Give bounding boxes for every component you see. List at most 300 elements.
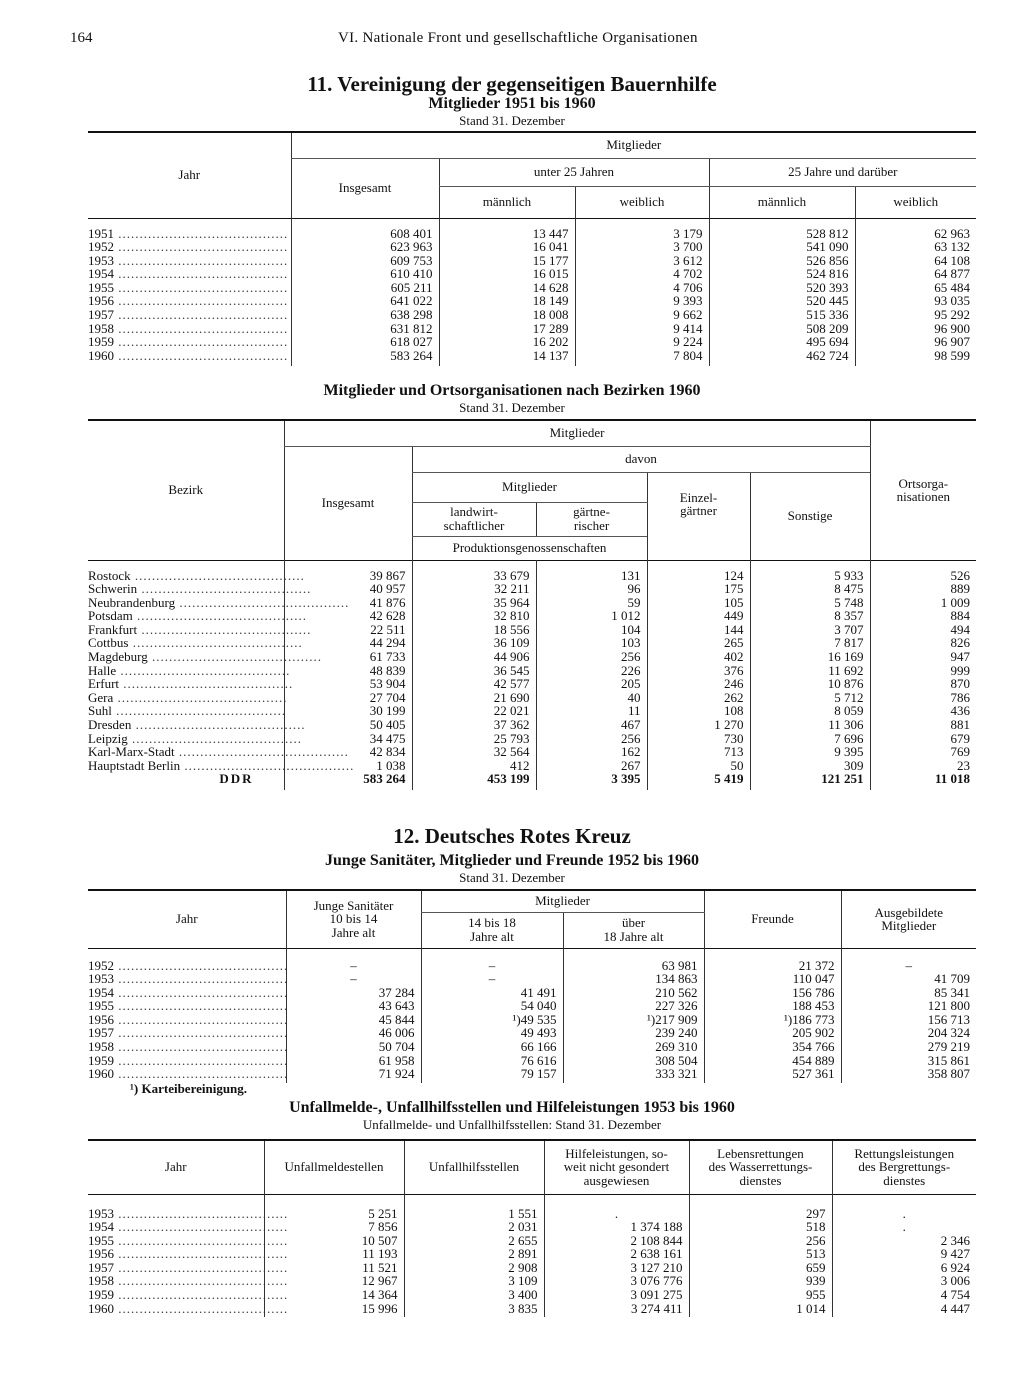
- cell-value: 15 996: [264, 1302, 404, 1318]
- row-label: [88, 1052, 289, 1068]
- cell-value: 508 209: [709, 322, 855, 336]
- leader-dots: ........................................: [114, 266, 289, 282]
- cell-value: 3 179: [575, 218, 709, 240]
- leader-dots: ........................................: [114, 225, 289, 241]
- row-label-text: Potsdam: [88, 608, 133, 624]
- leader-dots: ........................................: [137, 621, 312, 637]
- year-row: [88, 254, 976, 268]
- gaert-line1: gärtne-: [573, 504, 610, 520]
- cell-value: 1 551: [404, 1194, 544, 1220]
- cell-value: 18 556: [412, 623, 536, 637]
- leader-dots: ........................................: [114, 1052, 289, 1068]
- row-label: [88, 1194, 289, 1221]
- cell-value: 64 108: [855, 254, 976, 268]
- cell-value: 50: [647, 759, 750, 773]
- leader-dots: ........................................: [128, 635, 303, 651]
- leader-dots: ........................................: [127, 730, 302, 746]
- leader-dots: ........................................: [114, 334, 289, 350]
- cell-value: 1 014: [689, 1302, 832, 1318]
- cell-value: 14 137: [439, 349, 575, 367]
- table4-title: Unfallmelde-, Unfallhilfsstellen und Hilfeleistungen 1953 bis 1960: [289, 1099, 735, 1116]
- leader-dots: ........................................: [114, 971, 289, 987]
- js-line2: 10 bis 14: [329, 911, 378, 927]
- cell-value: 59: [536, 596, 647, 610]
- row-label: [88, 971, 289, 987]
- cell-value: 3 707: [750, 623, 870, 637]
- row-label: [88, 254, 291, 268]
- col-freunde: Freunde: [704, 890, 841, 948]
- cell-value: 50 704: [286, 1040, 421, 1054]
- cell-value: 18 008: [439, 308, 575, 322]
- leader-dots: ........................................: [114, 1300, 289, 1316]
- cell-value: 1 270: [647, 718, 750, 732]
- year-row: [88, 1234, 976, 1248]
- row-label: [88, 649, 322, 665]
- cell-value: 66 166: [421, 1040, 563, 1054]
- row-label-text: Cottbus: [88, 635, 129, 651]
- cell-value: 2 346: [832, 1234, 976, 1248]
- cell-value: 96 900: [855, 322, 976, 336]
- cell-value: 3 612: [575, 254, 709, 268]
- row-label: [88, 621, 312, 637]
- cell-value: 354 766: [704, 1040, 841, 1054]
- orts-line2: nisationen: [896, 489, 951, 505]
- row-label-text: 1958: [88, 1273, 114, 1289]
- district-row: [88, 560, 976, 582]
- cell-value: 104: [536, 623, 647, 637]
- leader-dots: ........................................: [111, 703, 287, 719]
- district-row: [88, 609, 976, 623]
- cell-value: 61 733: [284, 650, 412, 664]
- row-label: [88, 608, 308, 624]
- total-label: DDR: [219, 771, 254, 787]
- row-label: [88, 294, 291, 308]
- row-label-text: 1953: [88, 971, 114, 987]
- cell-value: 36 109: [412, 636, 536, 650]
- cell-value: 513: [689, 1247, 832, 1261]
- cell-value: 16 041: [439, 240, 575, 254]
- cell-value: 454 889: [704, 1054, 841, 1068]
- cell-value: 204 324: [841, 1026, 976, 1040]
- leader-dots: ........................................: [137, 581, 312, 597]
- col-jahr: Jahr: [164, 1159, 187, 1175]
- cell-value: 32 810: [412, 609, 536, 623]
- cell-value: 131: [536, 560, 647, 582]
- col-unter25: unter 25 Jahren: [439, 158, 709, 186]
- total-value: 3 395: [536, 772, 647, 790]
- cell-value: 110 047: [704, 972, 841, 986]
- ber-line1: Rettungsleistungen: [854, 1145, 955, 1161]
- table3-stand: Stand 31. Dezember: [459, 870, 565, 885]
- row-label: [88, 349, 291, 367]
- col-mitglieder: Mitglieder: [291, 132, 976, 158]
- cell-value: 5 251: [264, 1194, 404, 1220]
- col-jahr: Jahr: [178, 167, 201, 183]
- landw-line1: landwirt-: [450, 504, 498, 520]
- cell-value: ¹)49 535: [421, 1013, 563, 1027]
- row-label: [88, 560, 305, 583]
- row-label-text: 1954: [88, 1219, 114, 1235]
- cell-value: 53 904: [284, 677, 412, 691]
- cell-value: 18 149: [439, 294, 575, 308]
- col-w2: weiblich: [855, 186, 976, 218]
- js-line1: Junge Sanitäter: [313, 897, 394, 913]
- cell-value: 947: [870, 650, 976, 664]
- cell-value: 889: [870, 582, 976, 596]
- cell-value: 33 679: [412, 560, 536, 582]
- cell-value: 9 427: [832, 1247, 976, 1261]
- cell-value: 494: [870, 623, 976, 637]
- row-label-text: Halle: [88, 662, 117, 678]
- cell-value: 144: [647, 623, 750, 637]
- row-label: [88, 1011, 289, 1027]
- leb-line1: Lebensrettungen: [717, 1145, 804, 1161]
- cell-value: 309: [750, 759, 870, 773]
- cell-value: 730: [647, 732, 750, 746]
- cell-value: 95 292: [855, 308, 976, 322]
- cell-value: 376: [647, 664, 750, 678]
- cell-value: 2 891: [404, 1247, 544, 1261]
- row-label: [88, 1246, 289, 1262]
- ausg-line2: Mitglieder: [881, 918, 937, 934]
- cell-value: 4 702: [575, 267, 709, 281]
- total-value: 583 264: [284, 772, 412, 790]
- district-row: [88, 677, 976, 691]
- col-ab25: 25 Jahre und darüber: [709, 158, 976, 186]
- cell-value: 495 694: [709, 335, 855, 349]
- cell-value: 515 336: [709, 308, 855, 322]
- cell-value: 6 924: [832, 1261, 976, 1275]
- ber-line3: dienstes: [883, 1173, 926, 1189]
- leader-dots: ........................................: [147, 649, 322, 665]
- district-row: [88, 745, 976, 759]
- table3-title: Junge Sanitäter, Mitglieder und Freunde 1952 bis 1960: [325, 852, 699, 869]
- leader-dots: ........................................: [114, 1011, 289, 1027]
- cell-value: 583 264: [291, 349, 439, 367]
- cell-value: 44 906: [412, 650, 536, 664]
- row-label-text: 1955: [88, 1232, 114, 1248]
- table2-title: Mitglieder und Ortsorganisationen nach Bezirken 1960: [323, 382, 701, 399]
- einzel-line1: Einzel-: [679, 489, 718, 505]
- cell-value: 462 724: [709, 349, 855, 367]
- cell-value: 679: [870, 732, 976, 746]
- cell-value: 40: [536, 691, 647, 705]
- district-row: [88, 582, 976, 596]
- leb-line3: dienstes: [739, 1173, 782, 1189]
- total-value: 453 199: [412, 772, 536, 790]
- cell-value: 623 963: [291, 240, 439, 254]
- cell-value: 121 800: [841, 999, 976, 1013]
- total-value: 5 419: [647, 772, 750, 790]
- row-label: [88, 717, 306, 733]
- col-insgesamt: Insgesamt: [284, 446, 412, 560]
- year-row: [88, 1261, 976, 1275]
- row-label: [88, 335, 291, 349]
- cell-value: 45 844: [286, 1013, 421, 1027]
- cell-value: 3 076 776: [544, 1274, 689, 1288]
- cell-value: 22 511: [284, 623, 412, 637]
- leader-dots: ........................................: [114, 320, 289, 336]
- cell-value: 262: [647, 691, 750, 705]
- row-label: [88, 676, 294, 692]
- cell-value: 79 157: [421, 1067, 563, 1083]
- col-mitglieder: Mitglieder: [421, 890, 704, 912]
- cell-value: 23: [870, 759, 976, 773]
- col-ueber-18: [563, 912, 704, 948]
- cell-value: 12 967: [264, 1274, 404, 1288]
- leader-dots: ........................................: [175, 594, 350, 610]
- row-label: [88, 703, 287, 719]
- row-label: [88, 594, 350, 610]
- year-row: [88, 1247, 976, 1261]
- table1-body: [88, 218, 976, 366]
- cell-value: 62 963: [855, 218, 976, 240]
- page-header: [70, 30, 974, 52]
- row-label: [88, 662, 291, 678]
- cell-value: 32 211: [412, 582, 536, 596]
- landw-line2: schaftlicher: [443, 518, 505, 533]
- year-row: [88, 948, 976, 972]
- row-label-text: Dresden: [88, 717, 132, 733]
- year-row: [88, 322, 976, 336]
- table4-body: [88, 1194, 976, 1317]
- row-label-text: 1955: [88, 998, 114, 1014]
- col-w1: weiblich: [575, 186, 709, 218]
- leader-dots: ........................................: [114, 1287, 289, 1303]
- cell-value: 11 306: [750, 718, 870, 732]
- year-row: [88, 1013, 976, 1027]
- cell-value: 1 012: [536, 609, 647, 623]
- cell-value: 39 867: [284, 560, 412, 582]
- row-label: [88, 308, 291, 322]
- cell-value: 279 219: [841, 1040, 976, 1054]
- cell-value: 64 877: [855, 267, 976, 281]
- cell-value: 520 445: [709, 294, 855, 308]
- row-label: [88, 581, 312, 597]
- einzel-line2: gärtner: [680, 503, 717, 519]
- row-label-text: 1952: [88, 957, 114, 973]
- cell-value: 11 692: [750, 664, 870, 678]
- col-bergrettung: [832, 1140, 976, 1194]
- district-row: [88, 759, 976, 773]
- cell-value: 246: [647, 677, 750, 691]
- cell-value: ¹)217 909: [563, 1013, 704, 1027]
- row-label: [88, 948, 289, 973]
- cell-value: 42 577: [412, 677, 536, 691]
- cell-value: 3 091 275: [544, 1288, 689, 1302]
- leader-dots: ........................................: [114, 998, 289, 1014]
- cell-value: 826: [870, 636, 976, 650]
- cell-value: 4 447: [832, 1302, 976, 1318]
- leader-dots: ........................................: [114, 1205, 289, 1221]
- row-label: [88, 1273, 289, 1289]
- cell-value: 2 655: [404, 1234, 544, 1248]
- cell-value: 17 289: [439, 322, 575, 336]
- leader-dots: ........................................: [114, 307, 289, 323]
- cell-value: 36 545: [412, 664, 536, 678]
- cell-value: 65 484: [855, 281, 976, 295]
- leader-dots: ........................................: [114, 1246, 289, 1262]
- leader-dots: ........................................: [119, 676, 294, 692]
- cell-value: 63 981: [563, 948, 704, 972]
- row-label-text: Suhl: [88, 703, 112, 719]
- cell-value: 108: [647, 704, 750, 718]
- row-label-text: Rostock: [88, 567, 131, 583]
- row-label-text: Neubrandenburg: [88, 594, 176, 610]
- cell-value: 42 834: [284, 745, 412, 759]
- year-row: [88, 1288, 976, 1302]
- col-einzel-empty: [647, 536, 750, 560]
- cell-value: –: [286, 972, 421, 986]
- col-junge-sanitaeter: [286, 890, 421, 948]
- cell-value: 134 863: [563, 972, 704, 986]
- cell-value: 2 108 844: [544, 1234, 689, 1248]
- leader-dots: ........................................: [116, 662, 291, 678]
- table1-stand: Stand 31. Dezember: [459, 113, 565, 128]
- leader-dots: ........................................: [114, 1259, 289, 1275]
- row-label: [88, 322, 291, 336]
- cell-value: 870: [870, 677, 976, 691]
- cell-value: 3 274 411: [544, 1302, 689, 1318]
- table-districts-1960: [88, 419, 976, 790]
- table2-body: [88, 560, 976, 790]
- row-label-text: 1959: [88, 334, 114, 350]
- cell-value: .: [832, 1194, 976, 1220]
- year-row: [88, 972, 976, 986]
- row-label: [88, 984, 289, 1000]
- cell-value: 520 393: [709, 281, 855, 295]
- cell-value: 541 090: [709, 240, 855, 254]
- cell-value: ¹)186 773: [704, 1013, 841, 1027]
- hilf-line3: ausgewiesen: [583, 1173, 650, 1189]
- cell-value: 297: [689, 1194, 832, 1220]
- cell-value: 14 364: [264, 1288, 404, 1302]
- m1418-line2: Jahre alt: [470, 929, 514, 944]
- cell-value: 526: [870, 560, 976, 582]
- cell-value: 402: [647, 650, 750, 664]
- cell-value: 16 202: [439, 335, 575, 349]
- col-m2: männlich: [709, 186, 855, 218]
- row-label: [88, 218, 291, 240]
- cell-value: 25 793: [412, 732, 536, 746]
- cell-value: 641 022: [291, 294, 439, 308]
- district-row: [88, 732, 976, 746]
- cell-value: 256: [536, 732, 647, 746]
- section-11-title: 11. Vereinigung der gegenseitigen Bauernhilfe: [307, 72, 717, 96]
- cell-value: 524 816: [709, 267, 855, 281]
- cell-value: 1 374 188: [544, 1220, 689, 1234]
- row-label: [88, 744, 349, 760]
- table2-stand: Stand 31. Dezember: [459, 400, 565, 415]
- m18-line1: über: [621, 915, 646, 931]
- cell-value: 3 700: [575, 240, 709, 254]
- cell-value: 54 040: [421, 999, 563, 1013]
- row-label-text: 1956: [88, 1011, 114, 1027]
- cell-value: 63 132: [855, 240, 976, 254]
- row-label-text: 1957: [88, 307, 114, 323]
- col-gaertnerisch: [536, 502, 647, 536]
- leader-dots: ........................................: [114, 984, 289, 1000]
- col-hilfeleistungen: [544, 1140, 689, 1194]
- row-label-text: 1953: [88, 1205, 114, 1221]
- m18-line2: 18 Jahre alt: [603, 929, 664, 944]
- leader-dots: ........................................: [130, 567, 305, 583]
- row-label-text: 1956: [88, 1246, 114, 1262]
- col-davon: davon: [412, 446, 870, 472]
- cell-value: 7 817: [750, 636, 870, 650]
- row-label-text: 1959: [88, 1052, 114, 1068]
- row-label-text: 1954: [88, 984, 114, 1000]
- year-row: [88, 1040, 976, 1054]
- leader-dots: ........................................: [114, 1025, 289, 1041]
- cell-value: 526 856: [709, 254, 855, 268]
- cell-value: 46 006: [286, 1026, 421, 1040]
- row-label-text: Schwerin: [88, 581, 138, 597]
- row-label: [88, 281, 291, 295]
- cell-value: 9 224: [575, 335, 709, 349]
- cell-value: 7 804: [575, 349, 709, 367]
- footnote-karteibereinigung: ¹) Karteibereinigung.: [130, 1081, 248, 1096]
- leader-dots: ........................................: [114, 347, 289, 363]
- leader-dots: ........................................: [131, 717, 306, 733]
- cell-value: 61 958: [286, 1054, 421, 1068]
- cell-value: 659: [689, 1261, 832, 1275]
- cell-value: 30 199: [284, 704, 412, 718]
- year-row: [88, 335, 976, 349]
- cell-value: 269 310: [563, 1040, 704, 1054]
- cell-value: 41 876: [284, 596, 412, 610]
- row-label-text: 1955: [88, 279, 114, 295]
- cell-value: 10 507: [264, 1234, 404, 1248]
- cell-value: 9 395: [750, 745, 870, 759]
- leader-dots: ........................................: [114, 957, 289, 973]
- cell-value: 256: [689, 1234, 832, 1248]
- cell-value: 42 628: [284, 609, 412, 623]
- col-unfallhilfsstellen: Unfallhilfsstellen: [404, 1140, 544, 1194]
- cell-value: 769: [870, 745, 976, 759]
- cell-value: 13 447: [439, 218, 575, 240]
- table4-stand: Unfallmelde- und Unfallhilfsstellen: Stand 31. Dezember: [362, 1117, 662, 1132]
- col-14-18: [421, 912, 563, 948]
- row-label: [88, 267, 291, 281]
- cell-value: 3 835: [404, 1302, 544, 1318]
- col-insgesamt: Insgesamt: [291, 158, 439, 218]
- district-row: [88, 636, 976, 650]
- cell-value: 2 908: [404, 1261, 544, 1275]
- cell-value: 8 357: [750, 609, 870, 623]
- cell-value: 467: [536, 718, 647, 732]
- cell-value: 35 964: [412, 596, 536, 610]
- cell-value: 162: [536, 745, 647, 759]
- cell-value: 15 177: [439, 254, 575, 268]
- row-label: [88, 1300, 289, 1318]
- cell-value: 37 284: [286, 986, 421, 1000]
- col-einzelgaertner: [647, 472, 750, 536]
- cell-value: 3 400: [404, 1288, 544, 1302]
- row-label-text: 1956: [88, 293, 114, 309]
- table-accident-services: [88, 1139, 976, 1317]
- cell-value: 98 599: [855, 349, 976, 367]
- row-label-text: 1960: [88, 1300, 114, 1316]
- cell-value: 43 643: [286, 999, 421, 1013]
- cell-value: 40 957: [284, 582, 412, 596]
- cell-value: 188 453: [704, 999, 841, 1013]
- row-label-text: Erfurt: [88, 676, 120, 692]
- row-label-text: 1960: [88, 347, 114, 363]
- cell-value: 955: [689, 1288, 832, 1302]
- col-mitglieder-top: Mitglieder: [284, 420, 870, 446]
- col-unfallmeldestellen: Unfallmeldestellen: [264, 1140, 404, 1194]
